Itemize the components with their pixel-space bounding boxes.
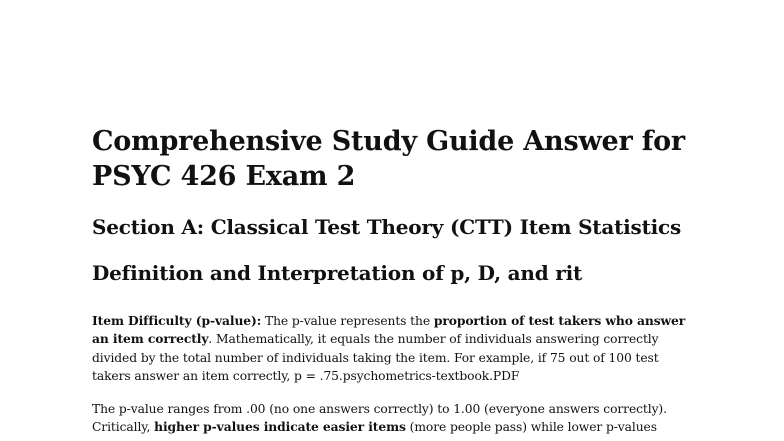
paragraph-text: . Mathematically, it equals the number of individuals answering correctly divided by the total number of individuals taking the item. For example, if 75 out of 100 test takers answer an item correctly, p = .75. (92, 332, 659, 383)
bold-phrase: proportion of test takers who answer an item correctly (92, 313, 686, 347)
subsection-heading: Definition and Interpretation of p, D, and rit (92, 261, 583, 285)
section-heading: Section A: Classical Test Theory (CTT) Item Statistics (92, 215, 682, 239)
document-title: Comprehensive Study Guide Answer for PSYC 426 Exam 2 (92, 126, 685, 192)
paragraph-text: The p-value represents the (261, 314, 434, 328)
bold-phrase: higher p-values indicate easier items (154, 419, 406, 435)
document-content (92, 124, 692, 437)
paragraph-text: Critically, (92, 420, 155, 435)
paragraph-text: (more people pass) while lower p-values (405, 420, 657, 435)
citation-reference: psychometrics-textbook.PDF (342, 368, 520, 383)
term-item-difficulty: Item Difficulty (p-value): (92, 313, 262, 328)
p-value-range-paragraph (92, 400, 692, 437)
paragraph-text: The p-value ranges from .00 (no one answers correctly) to 1.00 (everyone answers correctly). (92, 402, 667, 417)
item-difficulty-paragraph (92, 312, 692, 385)
